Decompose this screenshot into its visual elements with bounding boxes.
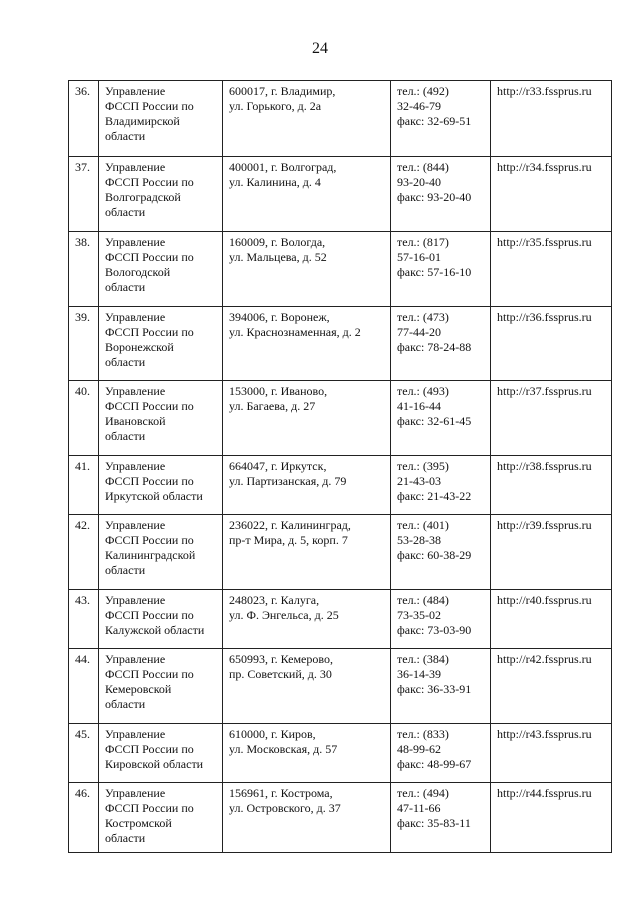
office-name-line: ФССП России по <box>105 99 194 113</box>
website-url: http://r38.fssprus.ru <box>491 456 612 515</box>
office-name <box>99 515 223 590</box>
office-name <box>99 81 223 157</box>
office-name-line: ФССП России по <box>105 399 194 413</box>
website-url: http://r37.fssprus.ru <box>491 381 612 456</box>
contact-phones <box>391 157 491 232</box>
address-line: ул. Горького, д. 2а <box>229 99 322 113</box>
office-name-line: области <box>105 563 146 577</box>
office-name-line: Управление <box>105 786 166 800</box>
office-name-line: области <box>105 129 146 143</box>
contact-phones <box>391 515 491 590</box>
row-number: 39. <box>69 307 99 381</box>
postal-address <box>223 381 391 456</box>
phone-line: факс: 48-99-67 <box>397 757 472 771</box>
address-line: 400001, г. Волгоград, <box>229 160 337 174</box>
office-name-line: Управление <box>105 593 166 607</box>
website-url: http://r44.fssprus.ru <box>491 783 612 853</box>
phone-line: факс: 32-61-45 <box>397 414 472 428</box>
phone-line: тел.: (473) <box>397 310 449 324</box>
office-name-line: ФССП России по <box>105 325 194 339</box>
contact-phones <box>391 783 491 853</box>
table-row <box>69 381 612 456</box>
address-line: 248023, г. Калуга, <box>229 593 320 607</box>
office-name-line: ФССП России по <box>105 667 194 681</box>
office-name-line: Иркутской области <box>105 489 203 503</box>
office-name-line: Кемеровской <box>105 682 172 696</box>
phone-line: тел.: (395) <box>397 459 449 473</box>
row-number: 36. <box>69 81 99 157</box>
office-name-line: Волгоградской <box>105 190 181 204</box>
phone-line: факс: 73-03-90 <box>397 623 472 637</box>
office-name-line: области <box>105 697 146 711</box>
phone-line: факс: 57-16-10 <box>397 265 472 279</box>
postal-address <box>223 515 391 590</box>
office-name-line: Управление <box>105 727 166 741</box>
website-url: http://r36.fssprus.ru <box>491 307 612 381</box>
phone-line: факс: 78-24-88 <box>397 340 472 354</box>
row-number: 44. <box>69 649 99 724</box>
office-name-line: области <box>105 355 146 369</box>
address-line: 600017, г. Владимир, <box>229 84 336 98</box>
contact-phones <box>391 81 491 157</box>
office-name-line: ФССП России по <box>105 533 194 547</box>
office-name-line: области <box>105 205 146 219</box>
website-url: http://r34.fssprus.ru <box>491 157 612 232</box>
address-line: 394006, г. Воронеж, <box>229 310 330 324</box>
office-name-line: Владимирской <box>105 114 180 128</box>
phone-line: 32-46-79 <box>397 99 441 113</box>
postal-address <box>223 307 391 381</box>
fssp-directory-table <box>68 80 612 853</box>
phone-line: 73-35-02 <box>397 608 441 622</box>
phone-line: 53-28-38 <box>397 533 441 547</box>
office-name <box>99 381 223 456</box>
office-name <box>99 724 223 783</box>
address-line: ул. Мальцева, д. 52 <box>229 250 327 264</box>
row-number: 38. <box>69 232 99 307</box>
office-name-line: Управление <box>105 518 166 532</box>
phone-line: факс: 32-69-51 <box>397 114 472 128</box>
office-name-line: Управление <box>105 310 166 324</box>
office-name-line: Управление <box>105 160 166 174</box>
address-line: ул. Партизанская, д. 79 <box>229 474 347 488</box>
table-row <box>69 157 612 232</box>
office-name-line: Калужской области <box>105 623 205 637</box>
phone-line: 48-99-62 <box>397 742 441 756</box>
postal-address <box>223 649 391 724</box>
contact-phones <box>391 590 491 649</box>
address-line: ул. Ф. Энгельса, д. 25 <box>229 608 339 622</box>
office-name-line: ФССП России по <box>105 742 194 756</box>
phone-line: 57-16-01 <box>397 250 441 264</box>
office-name-line: ФССП России по <box>105 474 194 488</box>
row-number: 45. <box>69 724 99 783</box>
phone-line: тел.: (493) <box>397 384 449 398</box>
office-name-line: ФССП России по <box>105 608 194 622</box>
address-line: ул. Багаева, д. 27 <box>229 399 316 413</box>
office-name-line: Управление <box>105 459 166 473</box>
website-url: http://r35.fssprus.ru <box>491 232 612 307</box>
office-name <box>99 307 223 381</box>
table-row <box>69 81 612 157</box>
phone-line: тел.: (833) <box>397 727 449 741</box>
office-name <box>99 590 223 649</box>
postal-address <box>223 783 391 853</box>
phone-line: факс: 36-33-91 <box>397 682 472 696</box>
address-line: 650993, г. Кемерово, <box>229 652 333 666</box>
phone-line: 21-43-03 <box>397 474 441 488</box>
postal-address <box>223 81 391 157</box>
phone-line: тел.: (384) <box>397 652 449 666</box>
phone-line: факс: 60-38-29 <box>397 548 472 562</box>
office-name <box>99 456 223 515</box>
postal-address <box>223 232 391 307</box>
postal-address <box>223 157 391 232</box>
phone-line: факс: 93-20-40 <box>397 190 472 204</box>
address-line: ул. Островского, д. 37 <box>229 801 341 815</box>
row-number: 41. <box>69 456 99 515</box>
table-row <box>69 307 612 381</box>
address-line: 664047, г. Иркутск, <box>229 459 327 473</box>
phone-line: тел.: (492) <box>397 84 449 98</box>
office-name-line: Костромской <box>105 816 172 830</box>
row-number: 43. <box>69 590 99 649</box>
postal-address <box>223 590 391 649</box>
phone-line: 47-11-66 <box>397 801 441 815</box>
postal-address <box>223 456 391 515</box>
phone-line: тел.: (817) <box>397 235 449 249</box>
office-name <box>99 157 223 232</box>
table-row <box>69 515 612 590</box>
address-line: 236022, г. Калининград, <box>229 518 351 532</box>
office-name-line: Калининградской <box>105 548 196 562</box>
office-name-line: ФССП России по <box>105 175 194 189</box>
phone-line: тел.: (494) <box>397 786 449 800</box>
website-url: http://r42.fssprus.ru <box>491 649 612 724</box>
office-name-line: области <box>105 280 146 294</box>
office-name-line: Вологодской <box>105 265 171 279</box>
contact-phones <box>391 381 491 456</box>
contact-phones <box>391 724 491 783</box>
website-url: http://r43.fssprus.ru <box>491 724 612 783</box>
office-name-line: ФССП России по <box>105 250 194 264</box>
address-line: ул. Краснознаменная, д. 2 <box>229 325 361 339</box>
office-name-line: Управление <box>105 84 166 98</box>
address-line: пр-т Мира, д. 5, корп. 7 <box>229 533 348 547</box>
address-line: пр. Советский, д. 30 <box>229 667 332 681</box>
office-name-line: области <box>105 429 146 443</box>
table-row <box>69 783 612 853</box>
contact-phones <box>391 232 491 307</box>
office-name-line: ФССП России по <box>105 801 194 815</box>
table-row <box>69 649 612 724</box>
office-name-line: Кировской области <box>105 757 204 771</box>
directory-body <box>69 81 612 853</box>
office-name-line: Воронежской <box>105 340 174 354</box>
office-name-line: Управление <box>105 652 166 666</box>
contact-phones <box>391 456 491 515</box>
phone-line: 41-16-44 <box>397 399 441 413</box>
table-row <box>69 456 612 515</box>
website-url: http://r40.fssprus.ru <box>491 590 612 649</box>
office-name <box>99 232 223 307</box>
phone-line: 77-44-20 <box>397 325 441 339</box>
address-line: ул. Московская, д. 57 <box>229 742 338 756</box>
table-row <box>69 724 612 783</box>
address-line: 156961, г. Кострома, <box>229 786 333 800</box>
row-number: 42. <box>69 515 99 590</box>
row-number: 37. <box>69 157 99 232</box>
office-name-line: Управление <box>105 235 166 249</box>
postal-address <box>223 724 391 783</box>
phone-line: факс: 35-83-11 <box>397 816 471 830</box>
phone-line: 36-14-39 <box>397 667 441 681</box>
address-line: ул. Калинина, д. 4 <box>229 175 321 189</box>
phone-line: 93-20-40 <box>397 175 441 189</box>
office-name <box>99 783 223 853</box>
office-name <box>99 649 223 724</box>
page-number: 24 <box>312 40 328 57</box>
office-name-line: Управление <box>105 384 166 398</box>
phone-line: тел.: (844) <box>397 160 449 174</box>
phone-line: тел.: (401) <box>397 518 449 532</box>
address-line: 153000, г. Иваново, <box>229 384 328 398</box>
phone-line: факс: 21-43-22 <box>397 489 472 503</box>
row-number: 46. <box>69 783 99 853</box>
table-row <box>69 590 612 649</box>
phone-line: тел.: (484) <box>397 593 449 607</box>
contact-phones <box>391 307 491 381</box>
address-line: 610000, г. Киров, <box>229 727 316 741</box>
website-url: http://r39.fssprus.ru <box>491 515 612 590</box>
office-name-line: области <box>105 831 146 845</box>
office-name-line: Ивановской <box>105 414 166 428</box>
table-row <box>69 232 612 307</box>
row-number: 40. <box>69 381 99 456</box>
address-line: 160009, г. Вологда, <box>229 235 326 249</box>
contact-phones <box>391 649 491 724</box>
website-url: http://r33.fssprus.ru <box>491 81 612 157</box>
